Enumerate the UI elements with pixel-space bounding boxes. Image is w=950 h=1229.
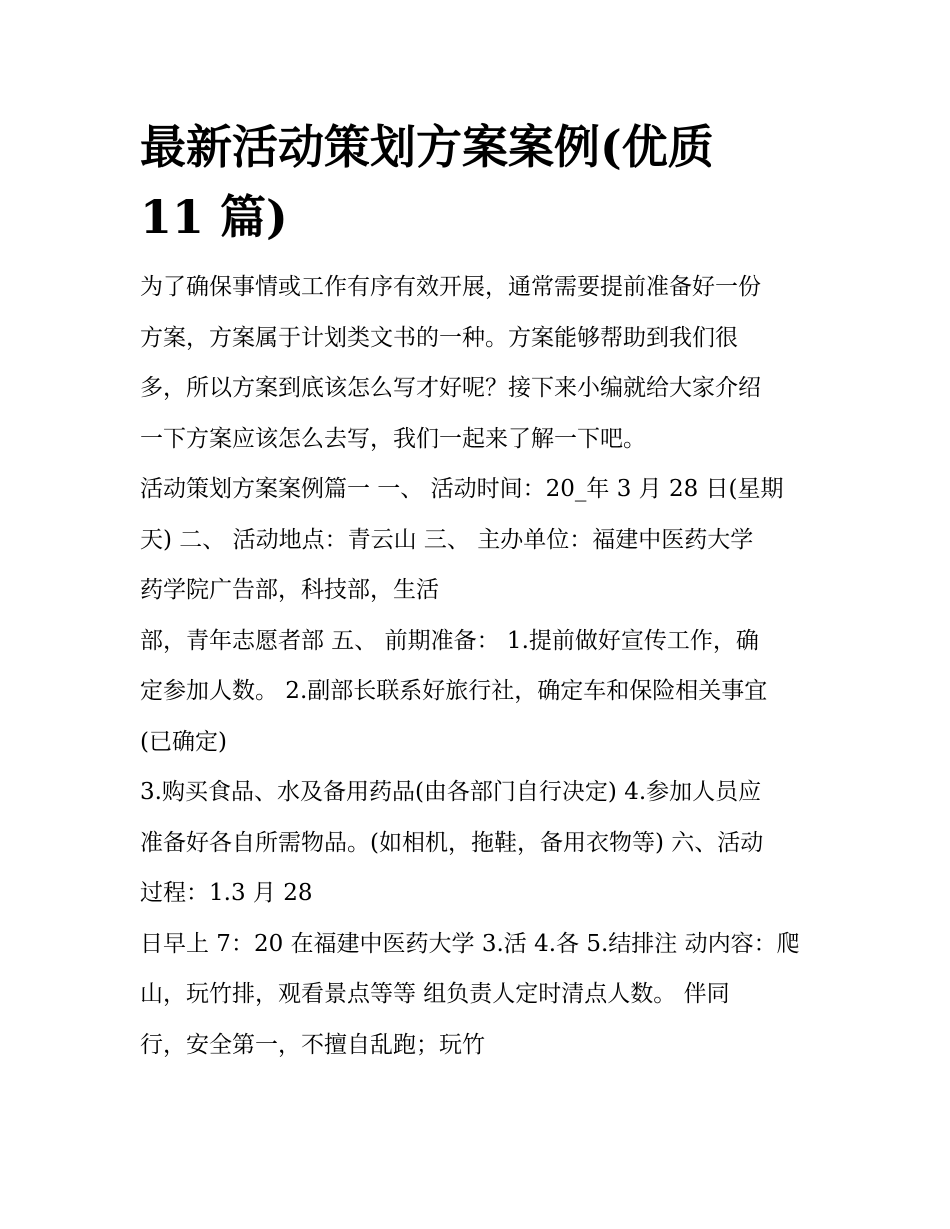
title-line-2: 11 篇) bbox=[140, 190, 288, 244]
body-line-15: 山，玩竹排，观看景点等等 组负责人定时清点人数。 伴同 bbox=[140, 981, 730, 1007]
body-line-4: 一下方案应该怎么去写，我们一起来了解一下吧。 bbox=[140, 425, 646, 452]
body-line-13: 过程：1.3 月 28 bbox=[140, 880, 313, 906]
body-line-8: 部，青年志愿者部 五、 前期准备： 1.提前做好宣传工作，确 bbox=[140, 627, 759, 654]
body-line-3: 多，所以方案到底该怎么写才好呢？接下来小编就给大家介绍 bbox=[140, 375, 761, 401]
body-line-5: 活动策划方案案例篇一 一、 活动时间：20_年 3 月 28 日(星期 bbox=[140, 476, 784, 502]
document-body bbox=[140, 262, 820, 1070]
body-line-7: 药学院广告部，科技部，生活 bbox=[140, 577, 439, 603]
body-line-6: 天) 二、 活动地点：青云山 三、 主办单位：福建中医药大学 bbox=[140, 526, 754, 553]
body-line-10: (已确定) bbox=[140, 728, 227, 755]
document-title bbox=[140, 112, 820, 252]
body-line-11: 3.购买食品、水及备用药品(由各部门自行决定) 4.参加人员应 bbox=[140, 779, 762, 805]
title-line-1: 最新活动策划方案案例(优质 bbox=[140, 120, 714, 174]
body-line-12: 准备好各自所需物品。(如相机，拖鞋，备用衣物等) 六、活动 bbox=[140, 829, 764, 856]
body-line-2: 方案，方案属于计划类文书的一种。方案能够帮助到我们很 bbox=[140, 324, 738, 351]
body-line-1: 为了确保事情或工作有序有效开展，通常需要提前准备好一份 bbox=[140, 274, 761, 300]
document-content bbox=[140, 112, 820, 1070]
body-line-16: 行，安全第一，不擅自乱跑；玩竹 bbox=[140, 1031, 485, 1058]
body-line-14: 日早上 7：20 在福建中医药大学 3.活 4.各 5.结排注 动内容：爬 bbox=[140, 930, 800, 957]
body-line-9: 定参加人数。 2.副部长联系好旅行社，确定车和保险相关事宜 bbox=[140, 678, 768, 704]
